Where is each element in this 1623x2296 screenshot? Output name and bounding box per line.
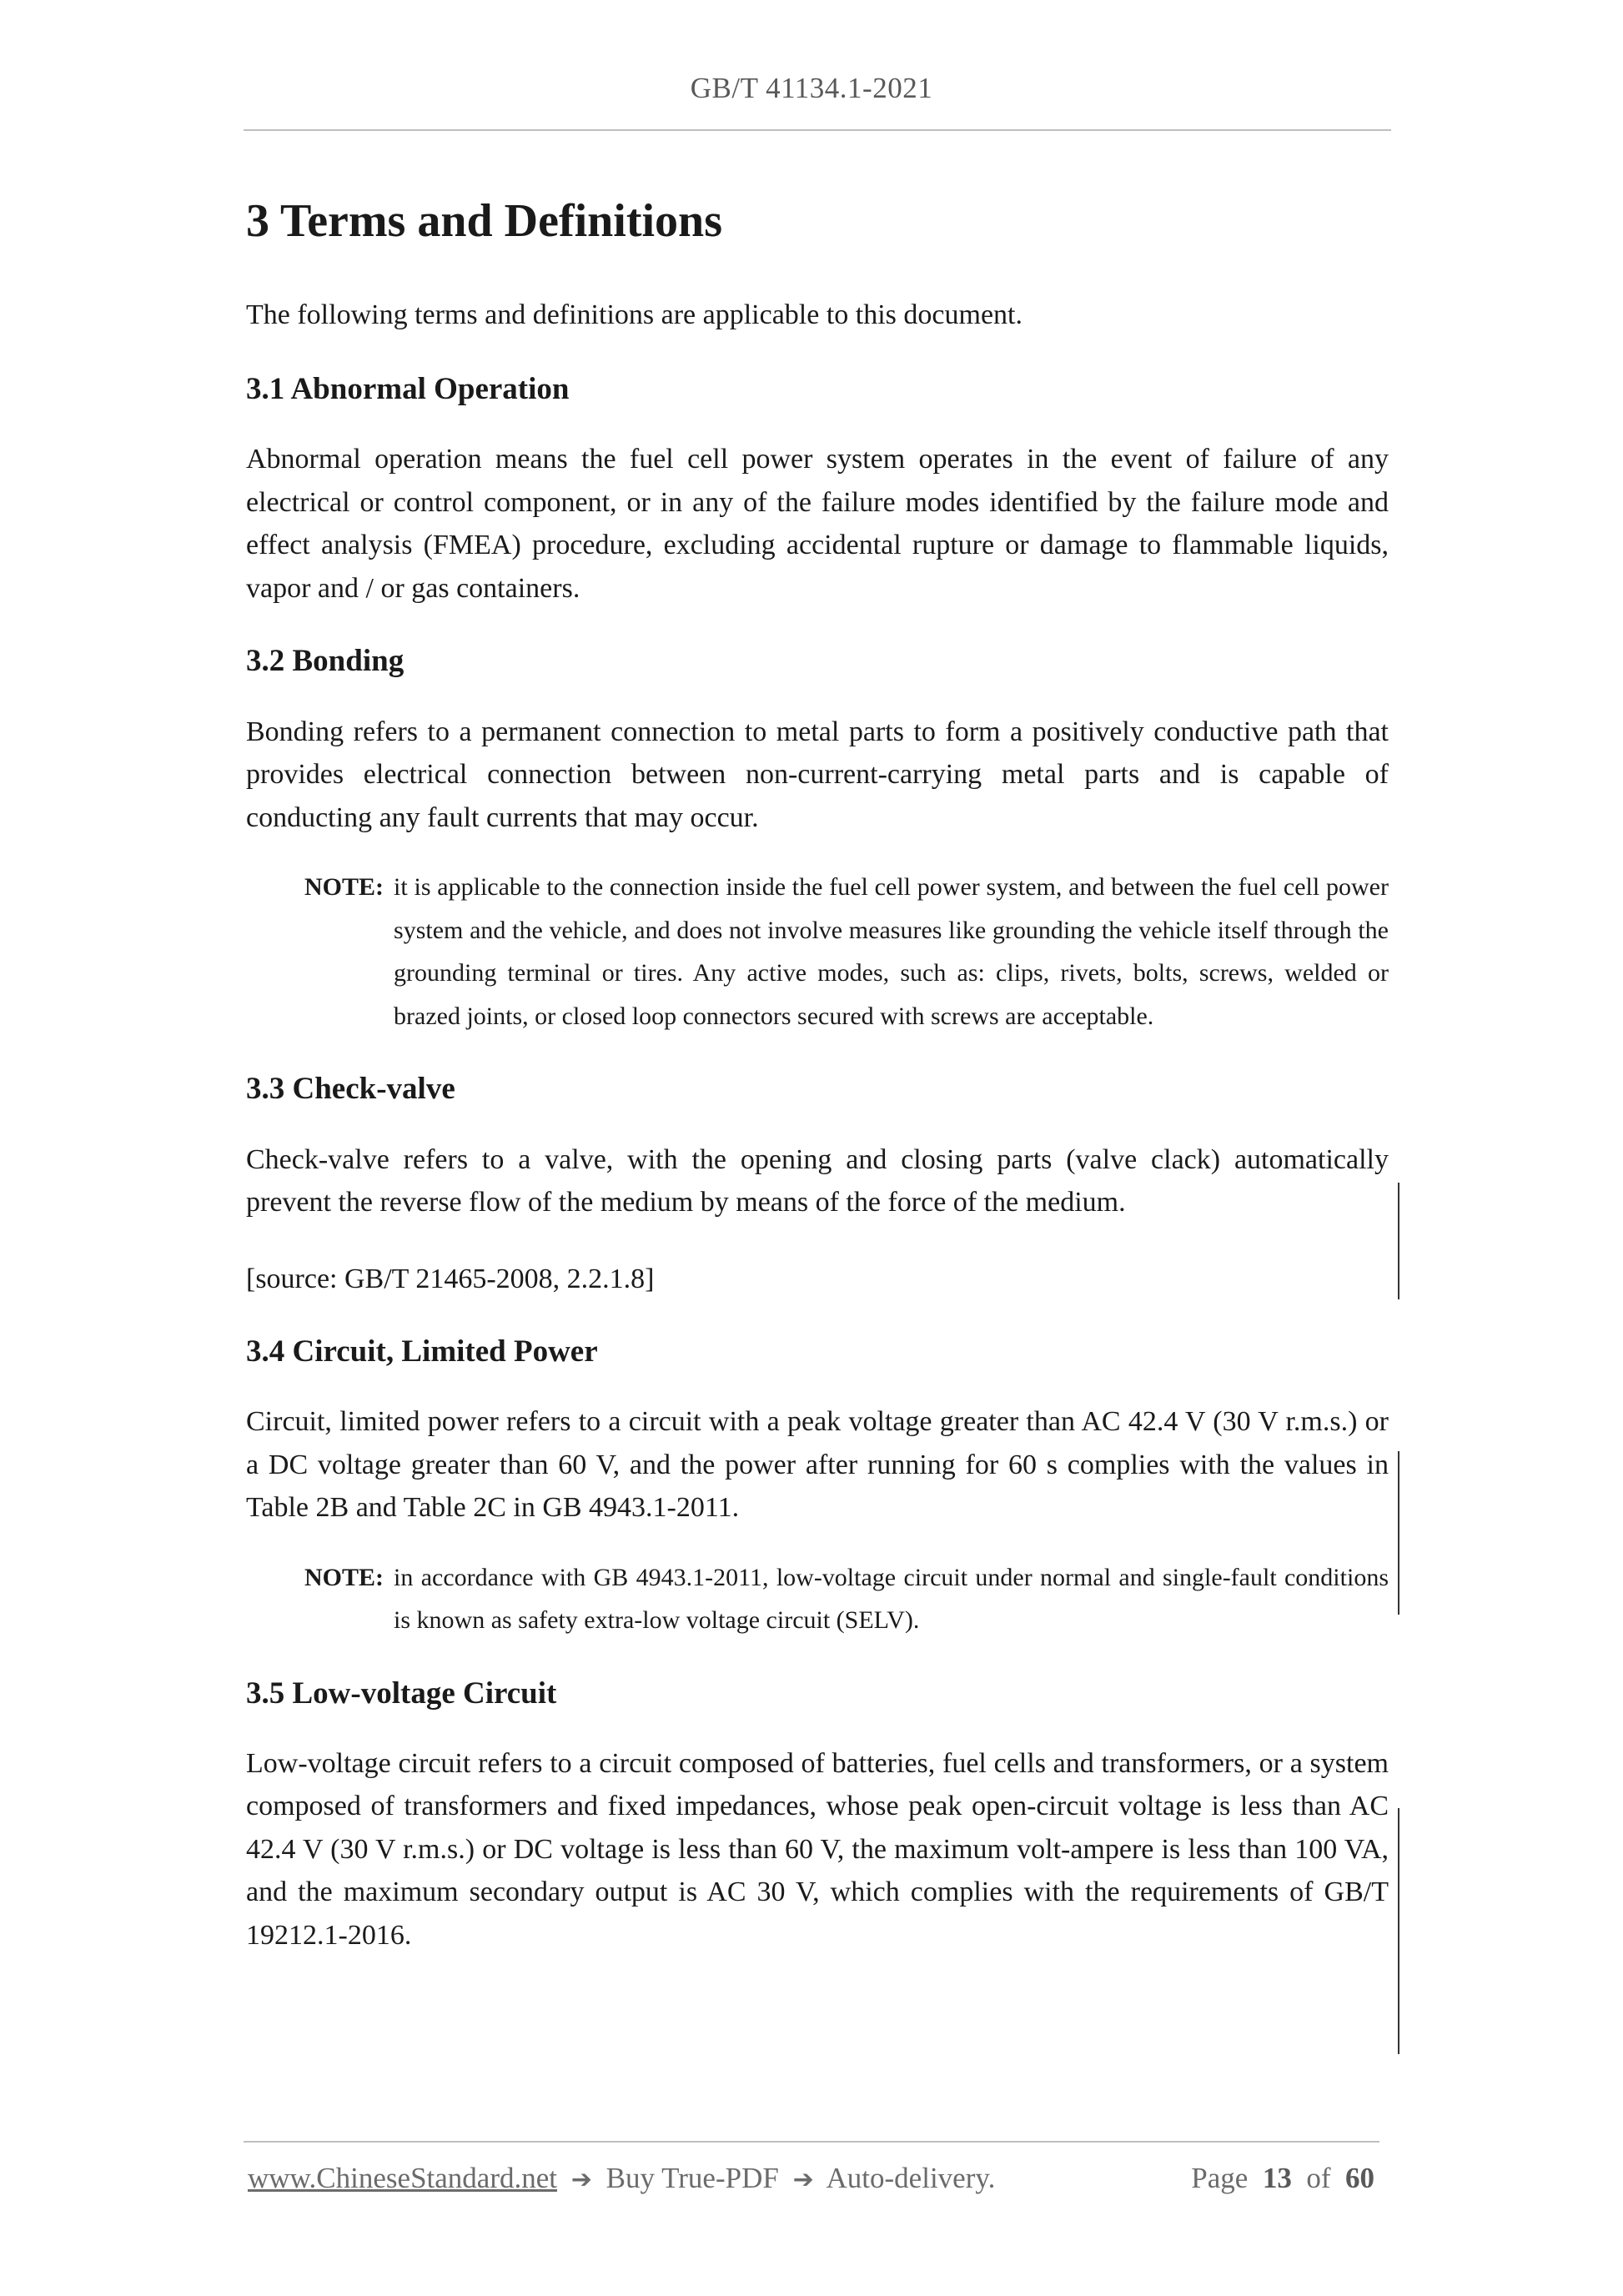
footer-divider — [244, 2141, 1379, 2143]
term-3-1 — [246, 371, 1389, 610]
page-content — [246, 192, 1389, 1990]
chapter-intro: The following terms and definitions are applicable to this document. — [246, 299, 1023, 330]
term-note — [304, 866, 1389, 1037]
term-definition: Bonding refers to a permanent connection to metal parts to form a positively conductive path that provides electrical connection between non-current-carrying metal parts and is capable of conducting any fault currents that may occur. — [246, 716, 1389, 833]
term-heading: 3.4 Circuit, Limited Power — [246, 1334, 598, 1369]
term-definition: Check-valve refers to a valve, with the opening and closing parts (valve clack) automatically prevent the reverse flow of the medium by means of the force of the medium. — [246, 1143, 1389, 1218]
footer-promo — [248, 2162, 995, 2195]
page-number — [1191, 2162, 1374, 2195]
change-bar — [1398, 1451, 1399, 1615]
term-3-5 — [246, 1676, 1389, 1957]
chapter-title: 3 Terms and Definitions — [246, 195, 722, 247]
note-label: NOTE: — [304, 1563, 384, 1591]
term-note — [304, 1556, 1389, 1642]
site-link[interactable]: www.ChineseStandard.net — [248, 2162, 557, 2194]
term-heading: 3.3 Check-valve — [246, 1072, 455, 1107]
change-bar — [1398, 1808, 1399, 2054]
term-source: [source: GB/T 21465-2008, 2.2.1.8] — [246, 1263, 655, 1294]
page-total: 60 — [1345, 2162, 1374, 2194]
term-heading: 3.1 Abnormal Operation — [246, 372, 570, 406]
term-definition: Low-voltage circuit refers to a circuit composed of batteries, fuel cells and transformers, or a system composed of transformers and fixed impedances, whose peak open-circuit voltage is less than AC 42.4 V (30 V r.m.s.) or DC voltage is less than 60 V, the maximum volt-ampere is less than 100 VA, and the maximum secondary output is AC 30 V, which complies with the requirements of GB/T 19212.1-2016. — [246, 1747, 1389, 1951]
term-heading: 3.5 Low-voltage Circuit — [246, 1676, 557, 1711]
page-current: 13 — [1262, 2162, 1292, 2194]
page-word: Page — [1191, 2162, 1249, 2194]
of-word: of — [1306, 2162, 1331, 2194]
running-header: GB/T 41134.1-2021 — [690, 72, 933, 104]
arrow-right-icon: ➔ — [792, 2165, 814, 2194]
change-bar — [1398, 1183, 1399, 1299]
delivery-text: Auto-delivery. — [826, 2162, 996, 2194]
note-label: NOTE: — [304, 873, 384, 902]
term-3-4 — [246, 1334, 1389, 1642]
buy-text: Buy True-PDF — [605, 2162, 779, 2194]
term-definition: Abnormal operation means the fuel cell power system operates in the event of failure of any electrical or control component, or in any of the failure modes identified by the failure mode and effect analysis (FMEA) procedure, excluding accidental rupture or damage to flammable liquids, vapor and / or gas containers. — [246, 444, 1389, 604]
note-text: it is applicable to the connection inside the fuel cell power system, and between the fuel cell power system and the vehicle, and does not involve measures like grounding the vehicle itself through the grounding terminal or tires. Any active modes, such as: clips, rivets, bolts, screws, welded or brazed joints, or closed loop connectors secured with screws are acceptable. — [394, 873, 1389, 1030]
note-text: in accordance with GB 4943.1-2011, low-voltage circuit under normal and single-fault conditions is known as safety extra-low voltage circuit (SELV). — [394, 1563, 1389, 1635]
term-definition: Circuit, limited power refers to a circuit with a peak voltage greater than AC 42.4 V (30 V r.m.s.) or a DC voltage greater than 60 V, and the power after running for 60 s complies with the values in Table 2B and Table 2C in GB 4943.1-2011. — [246, 1406, 1389, 1524]
arrow-right-icon: ➔ — [570, 2165, 592, 2194]
term-heading: 3.2 Bonding — [246, 644, 404, 679]
term-3-2 — [246, 643, 1389, 1037]
term-3-3 — [246, 1071, 1389, 1299]
header-divider — [244, 129, 1391, 131]
